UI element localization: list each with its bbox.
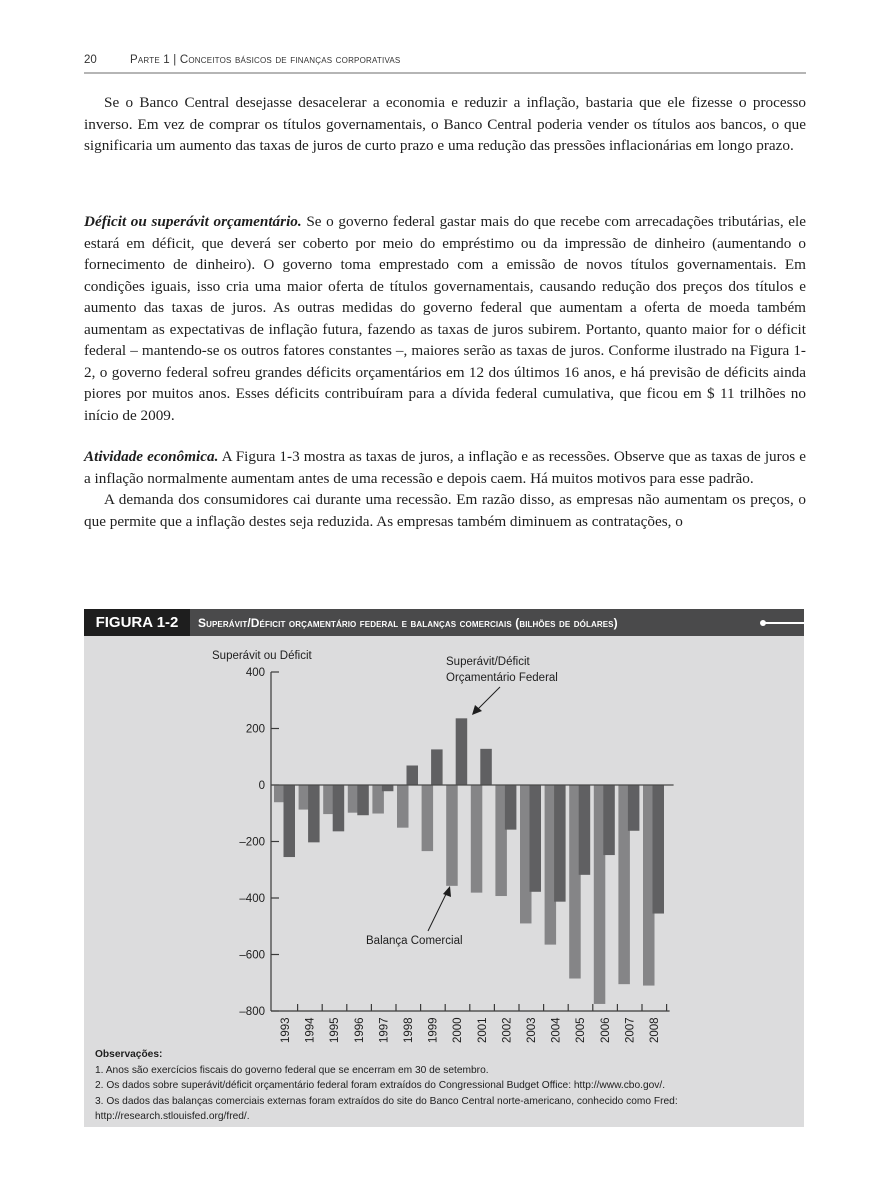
trade-balance-bar [422, 785, 434, 851]
y-tick-label: 400 [245, 667, 265, 679]
x-tick-label: 2005 [575, 1017, 588, 1043]
paragraph-text: Se o governo federal gastar mais do que recebe com arrecadações tributárias, ele estará em déficit, que deverá ser coberto por meio do empréstimo ou da impressão de dinheiro (aumentando o fornecimento de dinheiro). O governo toma emprestado com a emissão de novos títulos governamentais. Em condições iguais, isso cria uma maior oferta de títulos governamentais, causando redução dos preços dos títulos e aumento das taxas de juros. As outras medidas do governo federal que aumentam a oferta de moeda também aumentam as expectativas de inflação futura, fazendo as taxas de juros subirem. Portanto, quanto maior for o déficit federal – mantendo-se os outros fatores constantes –, maiores serão as taxas de juros. Conforme ilustrado na Figura 1-2, o governo federal sofreu grandes déficits orçamentários em 12 dos últimos 16 anos, e há previsão de déficits ainda piores por muitos anos. Esses déficits contribuíram para a dívida federal cumulativa, que ficou em $ 11 trilhões no início de 2009. [84, 213, 806, 424]
note-3: 3. Os dados das balanças comerciais externas foram extraídos do site do Banco Central norte-americano, conhecido como Fred: http://research.stlouisfed.org/fred/. [95, 1095, 678, 1122]
x-tick-label: 1999 [427, 1017, 440, 1043]
note-2: 2. Os dados sobre superávit/déficit orçamentário federal foram extraídos do Congressional Budget Office: http://www.cbo.gov/. [95, 1080, 666, 1091]
figure-title: Superávit/Déficit orçamentário federal e balanças comerciais (bilhões de dólares) [198, 616, 618, 630]
page-number: 20 [84, 54, 97, 66]
x-tick-label: 2000 [452, 1017, 465, 1043]
x-tick-label: 2008 [649, 1017, 661, 1043]
trade-balance-bar [471, 785, 483, 893]
budget-balance-bar [284, 785, 296, 857]
y-tick-label: –400 [239, 893, 265, 905]
bar-chart [84, 609, 804, 1047]
budget-balance-bar [579, 785, 591, 875]
running-header [84, 50, 806, 74]
budget-balance-bar [357, 785, 369, 815]
x-tick-label: 2003 [526, 1017, 538, 1043]
annotation-arrow-trade [428, 890, 448, 931]
trade-balance-bar [397, 785, 409, 828]
paragraph-text: Se o Banco Central desejasse desacelerar a economia e reduzir a inflação, bastaria que ele fizesse o processo inverso. Em vez de comprar os títulos governamentais, o Banco Central poderia vender os títulos aos bancos, o que significaria um aumento das taxas de juros de curto prazo e uma redução das pressões inflacionárias em longo prazo. [84, 94, 806, 154]
y-axis-title: Superávit ou Déficit [212, 650, 312, 662]
paragraph-text: A Figura 1-3 mostra as taxas de juros, a inflação e as recessões. Observe que as taxas de juros e a inflação normalmente aumentam antes de uma recessão e depois caem. Há muitos motivos para esse padrão. [84, 448, 806, 487]
paragraph-3 [84, 446, 806, 532]
x-tick-label: 2007 [624, 1017, 637, 1043]
annotation-budget-line1: Superávit/Déficit [446, 656, 530, 668]
x-tick-label: 2004 [550, 1017, 563, 1043]
x-tick-label: 2002 [501, 1017, 514, 1043]
x-tick-label: 1995 [329, 1017, 342, 1043]
running-title: Parte 1 | Conceitos básicos de finanças corporativas [130, 54, 401, 66]
paragraph-lead: Déficit ou superávit orçamentário. [84, 213, 302, 230]
figure-1-2 [84, 609, 804, 1127]
budget-balance-bar [653, 785, 665, 914]
figure-label: FIGURA 1-2 [84, 609, 190, 636]
y-tick-label: –600 [239, 949, 265, 962]
paragraph-1 [84, 92, 806, 157]
budget-balance-bar [407, 766, 419, 785]
y-tick-label: 0 [258, 780, 265, 792]
budget-balance-bar [554, 785, 566, 902]
budget-balance-bar [382, 785, 394, 791]
paragraph-lead: Atividade econômica. [84, 448, 219, 465]
budget-balance-bar [480, 749, 492, 785]
budget-balance-bar [530, 785, 542, 892]
budget-balance-bar [456, 718, 468, 785]
annotation-budget-line2: Orçamentário Federal [446, 672, 558, 684]
budget-balance-bar [308, 785, 320, 842]
paragraph-text: A demanda dos consumidores cai durante uma recessão. Em razão disso, as empresas não aumentam os preços, o que permite que a inflação destes seja reduzida. As empresas também diminuem as contratações, o [84, 491, 806, 530]
budget-balance-bar [603, 785, 615, 855]
arrow-head-icon [443, 886, 451, 897]
x-tick-label: 2001 [476, 1017, 489, 1043]
budget-balance-bar [333, 785, 345, 831]
budget-balance-bar [628, 785, 640, 831]
x-tick-label: 1998 [403, 1017, 415, 1043]
y-tick-label: –200 [239, 836, 265, 849]
budget-balance-bar [431, 749, 443, 785]
notes-title: Observações: [95, 1049, 163, 1060]
x-tick-label: 1994 [304, 1017, 317, 1043]
budget-balance-bar [505, 785, 517, 830]
y-tick-label: 200 [245, 723, 265, 736]
annotation-trade-label: Balança Comercial [366, 935, 463, 947]
paragraph-2 [84, 211, 806, 426]
x-tick-label: 2006 [599, 1017, 612, 1043]
figure-notes [95, 1047, 795, 1125]
x-tick-label: 1996 [353, 1017, 366, 1043]
note-1: 1. Anos são exercícios fiscais do governo federal que se encerram em 30 de setembro. [95, 1064, 489, 1076]
x-tick-label: 1993 [280, 1017, 292, 1043]
y-tick-label: –800 [239, 1006, 265, 1018]
x-tick-label: 1997 [378, 1017, 391, 1043]
trade-balance-bar [446, 785, 458, 886]
